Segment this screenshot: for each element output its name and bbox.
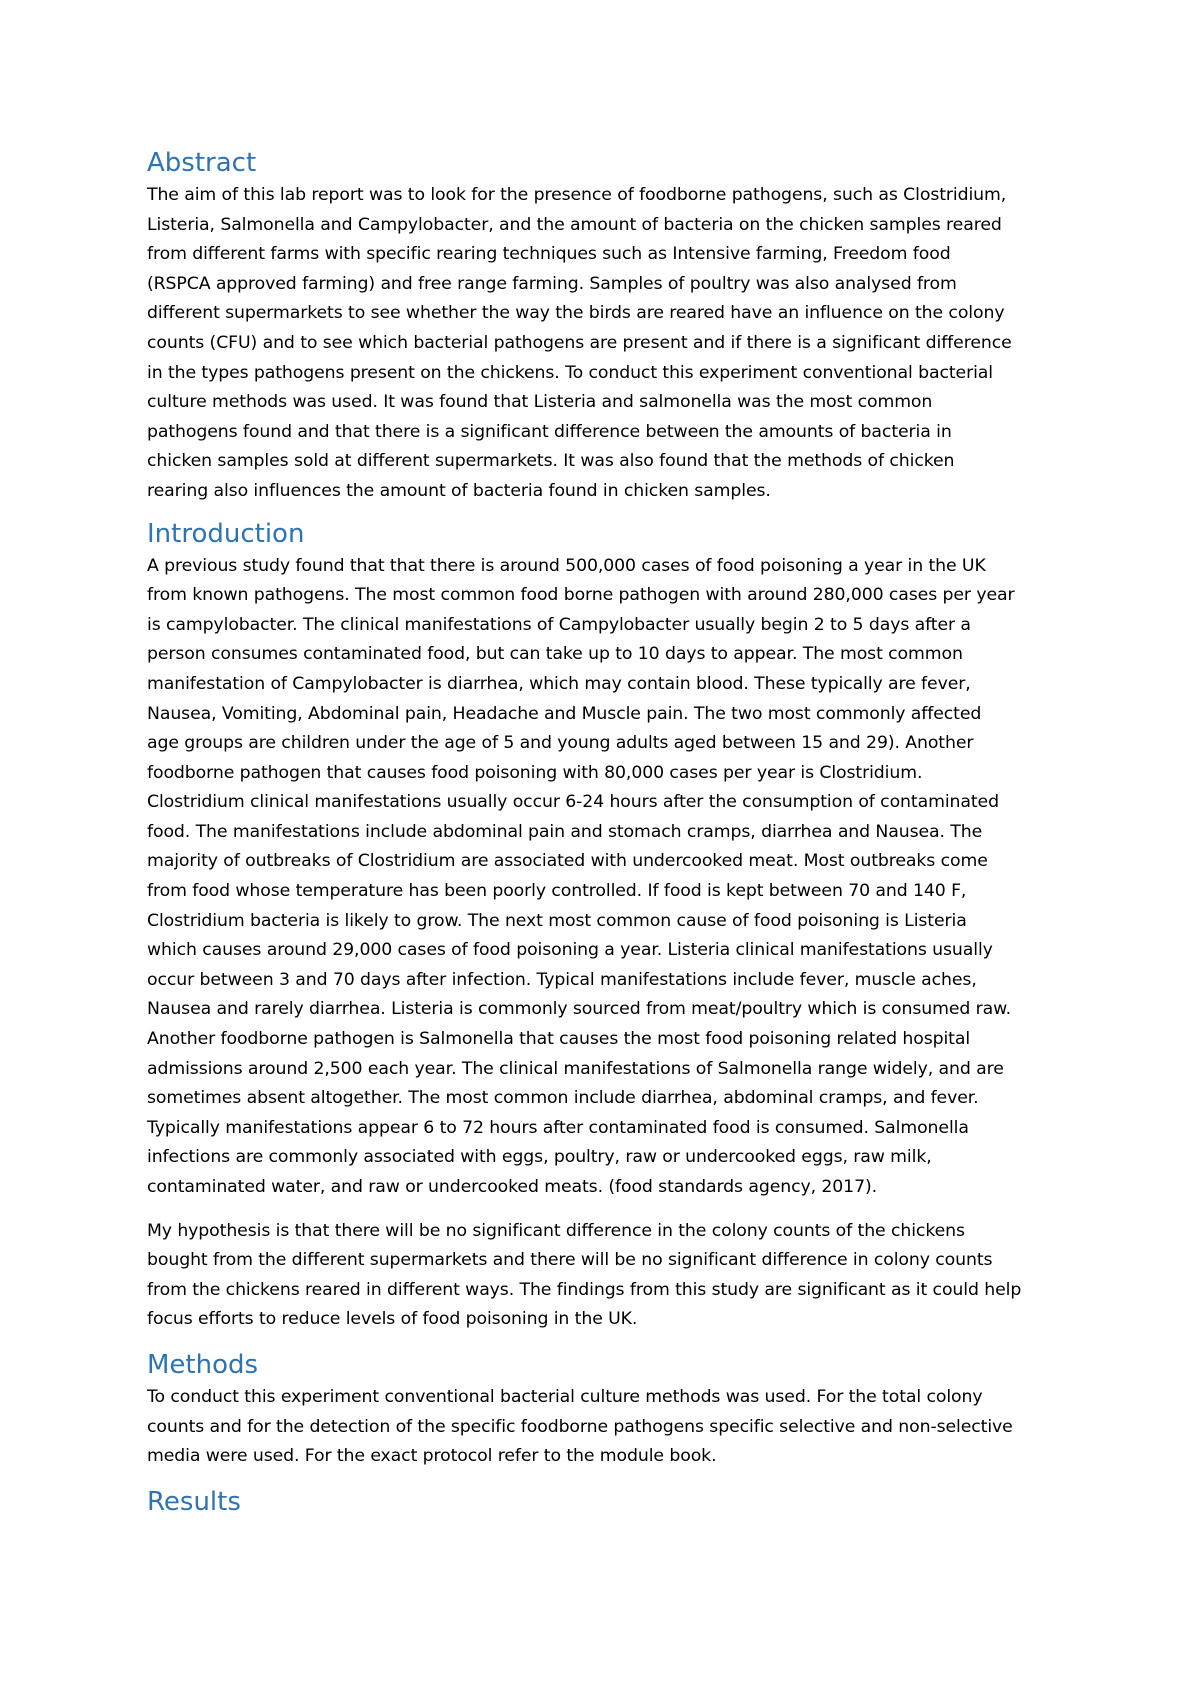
introduction-line: occur between 3 and 70 days after infection. Typical manifestations include fever, muscle aches,	[147, 969, 977, 990]
introduction-heading: Introduction	[147, 518, 305, 549]
abstract-line: from different farms with specific rearing techniques such as Intensive farming, Freedom food	[147, 244, 951, 265]
introduction-line: manifestation of Campylobacter is diarrhea, which may contain blood. These typically are fever,	[147, 673, 971, 694]
results-heading: Results	[147, 1486, 241, 1517]
abstract-line: different supermarkets to see whether the way the birds are reared have an influence on the colony	[147, 303, 1005, 324]
document-page	[147, 146, 1067, 1519]
introduction-paragraph-1	[147, 552, 1067, 1203]
abstract-line: culture methods was used. It was found that Listeria and salmonella was the most common	[147, 392, 933, 413]
methods-paragraph	[147, 1383, 1067, 1472]
methods-line: media were used. For the exact protocol refer to the module book.	[147, 1446, 717, 1467]
abstract-section	[147, 146, 1067, 507]
introduction-line: Clostridium clinical manifestations usually occur 6-24 hours after the consumption of contaminated	[147, 792, 999, 813]
introduction-line: foodborne pathogen that causes food poisoning with 80,000 cases per year is Clostridium.	[147, 762, 923, 783]
hypothesis-line: My hypothesis is that there will be no significant difference in the colony counts of the chickens	[147, 1220, 965, 1241]
abstract-paragraph	[147, 181, 1067, 507]
introduction-line: which causes around 29,000 cases of food poisoning a year. Listeria clinical manifestations usually	[147, 940, 993, 961]
hypothesis-paragraph	[147, 1217, 1067, 1335]
introduction-line: person consumes contaminated food, but can take up to 10 days to appear. The most common	[147, 644, 963, 665]
introduction-line: Clostridium bacteria is likely to grow. The next most common cause of food poisoning is Listeria	[147, 910, 967, 931]
abstract-line: in the types pathogens present on the chickens. To conduct this experiment conventional bacterial	[147, 362, 993, 383]
abstract-line: (RSPCA approved farming) and free range farming. Samples of poultry was also analysed from	[147, 273, 957, 294]
introduction-line: is campylobacter. The clinical manifestations of Campylobacter usually begin 2 to 5 days after a	[147, 614, 971, 635]
introduction-line: from known pathogens. The most common food borne pathogen with around 280,000 cases per year	[147, 585, 1015, 606]
methods-heading: Methods	[147, 1349, 259, 1380]
methods-section	[147, 1348, 1067, 1472]
methods-line: counts and for the detection of the specific foodborne pathogens specific selective and non-selective	[147, 1416, 1013, 1437]
introduction-line: admissions around 2,500 each year. The clinical manifestations of Salmonella range widely, and are	[147, 1058, 1004, 1079]
introduction-line: food. The manifestations include abdominal pain and stomach cramps, diarrhea and Nausea. The	[147, 821, 983, 842]
introduction-line: Another foodborne pathogen is Salmonella that causes the most food poisoning related hospital	[147, 1029, 971, 1050]
abstract-line: counts (CFU) and to see which bacterial pathogens are present and if there is a significant difference	[147, 332, 1012, 353]
introduction-line: infections are commonly associated with eggs, poultry, raw or undercooked eggs, raw milk,	[147, 1147, 932, 1168]
introduction-line: sometimes absent altogether. The most common include diarrhea, abdominal cramps, and fever.	[147, 1088, 979, 1109]
introduction-line: majority of outbreaks of Clostridium are associated with undercooked meat. Most outbreaks come	[147, 851, 988, 872]
introduction-line: Nausea and rarely diarrhea. Listeria is commonly sourced from meat/poultry which is consumed raw.	[147, 999, 1011, 1020]
introduction-line: Typically manifestations appear 6 to 72 hours after contaminated food is consumed. Salmonella	[147, 1117, 969, 1138]
introduction-line: Nausea, Vomiting, Abdominal pain, Headache and Muscle pain. The two most commonly affected	[147, 703, 982, 724]
introduction-line: A previous study found that that there is around 500,000 cases of food poisoning a year in the UK	[147, 555, 986, 576]
abstract-line: rearing also influences the amount of bacteria found in chicken samples.	[147, 480, 771, 501]
hypothesis-line: bought from the different supermarkets and there will be no significant difference in colony counts	[147, 1250, 993, 1271]
abstract-line: The aim of this lab report was to look for the presence of foodborne pathogens, such as Clostridium,	[147, 185, 1007, 205]
methods-line: To conduct this experiment conventional bacterial culture methods was used. For the total colony	[147, 1386, 983, 1407]
hypothesis-line: from the chickens reared in different ways. The findings from this study are significant as it could help	[147, 1279, 1022, 1300]
introduction-line: contaminated water, and raw or undercooked meats. (food standards agency, 2017).	[147, 1177, 878, 1197]
introduction-line: from food whose temperature has been poorly controlled. If food is kept between 70 and 140 F,	[147, 881, 967, 902]
abstract-line: Listeria, Salmonella and Campylobacter, and the amount of bacteria on the chicken samples reared	[147, 214, 1002, 235]
abstract-heading: Abstract	[147, 148, 257, 178]
introduction-line: age groups are children under the age of 5 and young adults aged between 15 and 29). Another	[147, 733, 974, 754]
abstract-line: chicken samples sold at different supermarkets. It was also found that the methods of chicken	[147, 451, 955, 472]
results-section	[147, 1485, 1067, 1519]
abstract-line: pathogens found and that there is a significant difference between the amounts of bacteria in	[147, 421, 952, 442]
hypothesis-line: focus efforts to reduce levels of food poisoning in the UK.	[147, 1309, 638, 1330]
introduction-section	[147, 517, 1067, 1335]
